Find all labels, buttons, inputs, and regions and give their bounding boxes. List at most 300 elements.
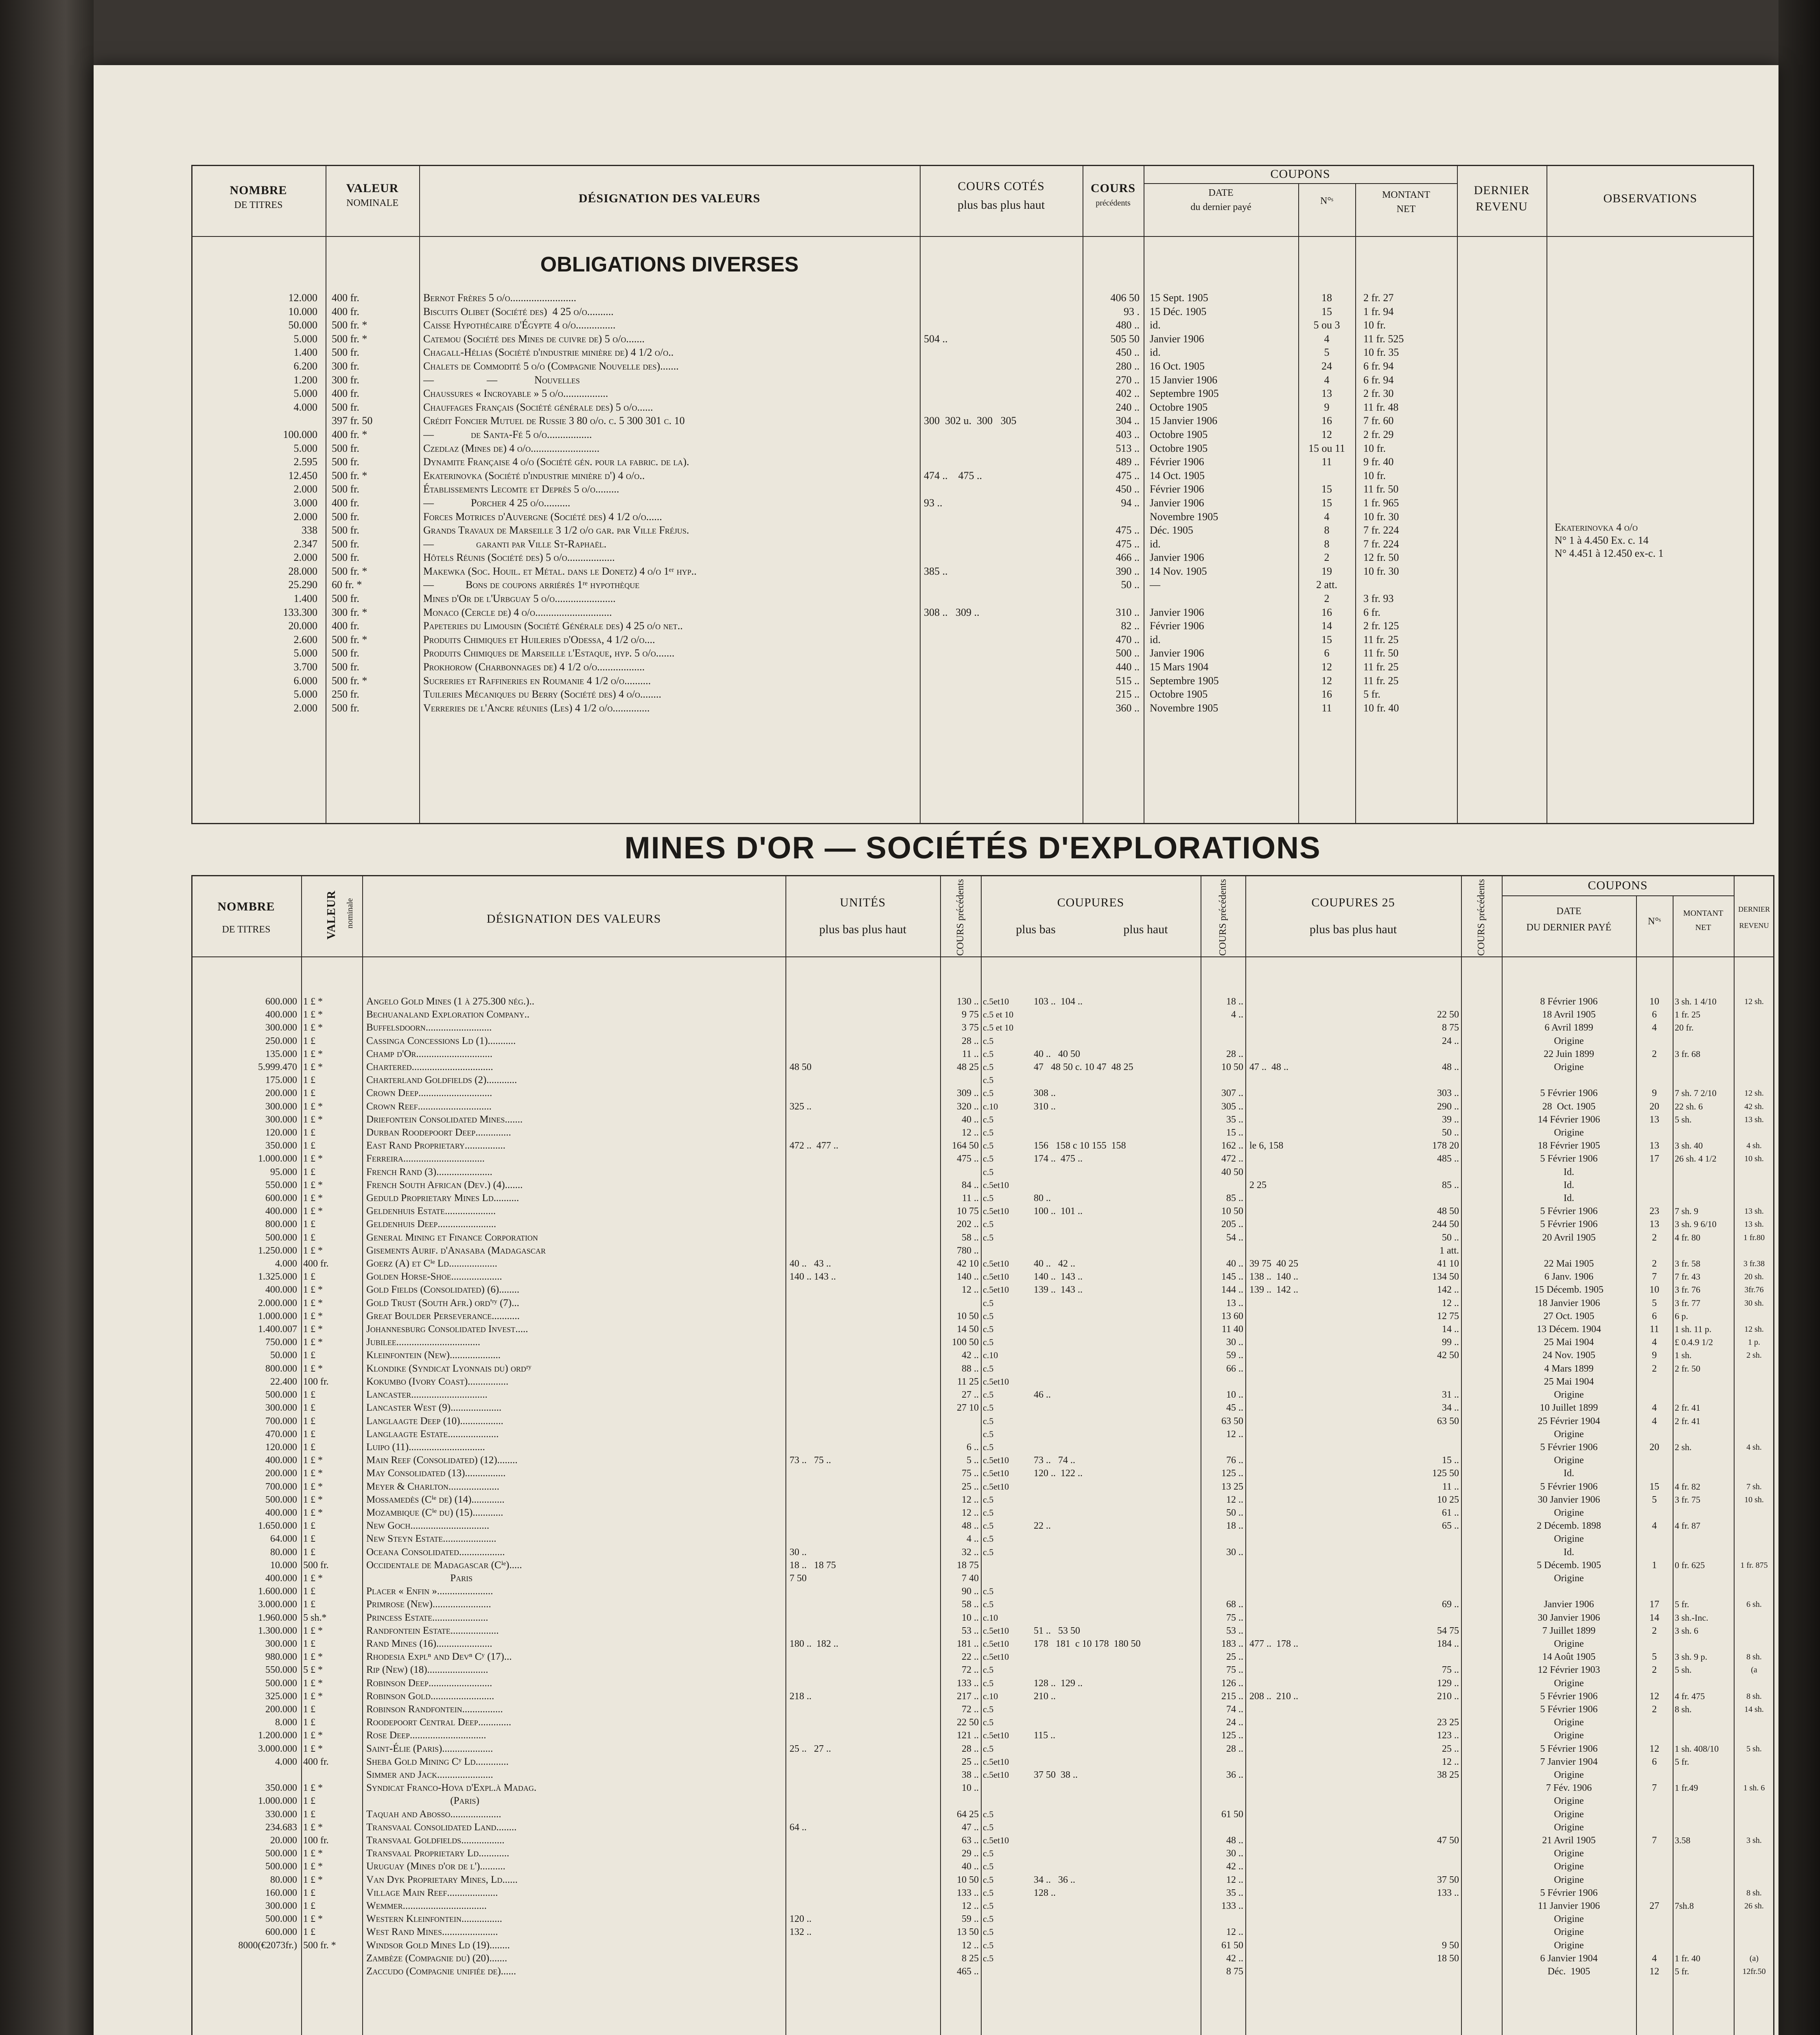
mines-cell-cours25 (1201, 1021, 1243, 1034)
mines-cell-coupures (1034, 1559, 1201, 1572)
mines-cell-date: 25 Mai 1904 (1544, 1376, 1594, 1387)
mines-cell-c25-vals (1249, 1755, 1416, 1768)
mines-cell-coupures: 156 158 c 10 155 158 (1034, 1140, 1126, 1151)
cell-montant: 11 fr. 25 (1363, 633, 1399, 646)
mines-cell-date: Origine (1554, 1874, 1584, 1885)
mines-cell-no: 2 (1652, 1048, 1657, 1059)
mines-cell-valeur: 1 £ * (303, 1179, 323, 1190)
mines-cell-nombre: 400.000 (265, 1009, 297, 1020)
mines-cell-no: 5 (1652, 1298, 1657, 1309)
mines-cell-cp-prec: 14 .. (1442, 1324, 1459, 1335)
mines-cell-coupures (1034, 1362, 1201, 1375)
mines-cell-cours25: 144 .. (1221, 1284, 1243, 1295)
mines-cell-cours-prec: 32 .. (962, 1547, 979, 1558)
mines-cell-c25-vals (1249, 1166, 1416, 1179)
mines-cell-coupures: 120 .. 122 .. (1034, 1468, 1083, 1479)
cell-cours-precedents: 270 .. (1116, 374, 1140, 386)
mines-cell-montant (1675, 1873, 1734, 1886)
mines-cell-rev: 10 sh. (1744, 1495, 1764, 1504)
mines-cell-unites (790, 1755, 940, 1768)
mines-cell-unites (790, 1978, 940, 1991)
mines-cell-no: 2 (1652, 1665, 1657, 1676)
mines-cell-no (1636, 1939, 1673, 1952)
mines-cell-date: 27 Oct. 1905 (1543, 1311, 1595, 1322)
cell-no: 19 (1321, 565, 1332, 577)
cell-valeur: 500 fr. (332, 647, 359, 659)
cell-date: 15 Janvier 1906 (1150, 374, 1218, 386)
mines-cell-designation: Rip (New) (18)........................ (366, 1664, 488, 1676)
mines-cell-c25-vals: 477 .. 178 .. (1249, 1638, 1298, 1649)
mines-cell-coupures: 115 .. (1034, 1730, 1056, 1741)
mines-cell-date: Origine (1554, 1062, 1584, 1073)
mines-cell-cours25 (1201, 1794, 1243, 1807)
mines-cell-cpr-bas: c.5 (983, 1927, 994, 1937)
cell-montant: 1 fr. 94 (1363, 305, 1394, 317)
cell-date: Octobre 1905 (1150, 442, 1208, 454)
mines-cell-cours-prec: 309 .. (957, 1088, 979, 1099)
mines-cell-c25-vals: 139 .. 142 .. (1249, 1284, 1298, 1295)
mines-cell-date: Origine (1554, 1507, 1584, 1518)
mines-cell-rev (1734, 1021, 1774, 1034)
mines-cell-cpr-bas (983, 1781, 1034, 1794)
mines-cell-date: 18 Février 1905 (1538, 1140, 1600, 1151)
mines-cell-cours25: 307 .. (1221, 1088, 1243, 1099)
mines-cell-cpr-bas: c.5et10 (983, 1258, 1009, 1269)
mines-cell-montant (1675, 1939, 1734, 1952)
cell-designation: Ekaterinovka (Société d'industrie minière d') 4 o/o.. (423, 469, 645, 481)
mines-cell-rev: 5 sh. (1746, 1744, 1762, 1753)
cell-nombre: 12.450 (288, 469, 317, 481)
mines-cell-no (1636, 1166, 1673, 1179)
mines-cell-montant: 7 fr. 43 (1675, 1271, 1700, 1282)
mines-cell-montant: 3 fr. 75 (1675, 1494, 1700, 1505)
mines-cell-cours-prec: 12 .. (962, 1901, 979, 1912)
mines-cell-nombre: 3.000.000 (258, 1743, 297, 1754)
cell-cours-precedents: 82 .. (1121, 620, 1140, 632)
cell-cours-cotes (924, 482, 1083, 496)
mines-cell-no (1636, 1886, 1673, 1899)
mines-cell-coupures (1034, 1375, 1201, 1388)
mines-cell-c25-vals: 2 25 (1249, 1179, 1267, 1190)
mines-cell-designation: Cassinga Concessions Ld (1)........... (366, 1035, 516, 1046)
mines-cell-cours-prec: 140 .. (957, 1271, 979, 1282)
mines-cell-unites (790, 1781, 940, 1794)
mines-cell-montant: 7 sh. 9 (1675, 1206, 1699, 1217)
mines-cell-nombre: 20.000 (270, 1835, 297, 1846)
mines-cell-designation: Geduld Proprietary Mines Ld.......... (366, 1193, 519, 1204)
cell-no: 15 (1321, 305, 1332, 317)
cell-date: 15 Déc. 1905 (1150, 305, 1207, 317)
mines-cell-no: 10 (1649, 996, 1659, 1007)
mines-cell-coupures: 174 .. 475 .. (1034, 1153, 1083, 1164)
mines-cell-valeur: 5 sh.* (303, 1612, 327, 1623)
mines-cell-cours-prec: 84 .. (962, 1179, 979, 1190)
mines-cell-montant: 3 fr. 68 (1675, 1048, 1700, 1059)
mines-cell-cp-prec (1418, 1703, 1459, 1716)
mines-cell-c25-vals (1249, 1375, 1416, 1388)
mines-cell-cpr-bas: c.5 (983, 1914, 994, 1924)
mines-cell-cours-prec (940, 1415, 979, 1428)
mines-cell-rev (1734, 1428, 1774, 1441)
mines-cell-no: 14 (1649, 1612, 1659, 1623)
mines-cell-coupures (1034, 1847, 1201, 1860)
mines-cell-designation: Chartered................................ (366, 1061, 493, 1073)
mines-cell-cpr-bas: c.5 (983, 1219, 994, 1230)
mines-cell-coupures (1034, 1546, 1201, 1559)
mines-cell-cours25: 35 .. (1226, 1887, 1243, 1898)
mines-cell-nombre: 1.325.000 (258, 1271, 297, 1282)
mines-cell-no (1636, 1768, 1673, 1781)
mines-cell-c25-vals (1249, 1821, 1416, 1834)
mines-cell-valeur (303, 1768, 362, 1781)
mines-cell-cpr-bas: c.5et10 (983, 1638, 1009, 1649)
cell-cours-cotes (924, 359, 1083, 373)
mines-cell-cours25: 61 50 (1221, 1809, 1243, 1820)
mines-cell-designation: Taquah and Abosso.................... (366, 1808, 501, 1820)
mines-cell-date: Origine (1554, 1573, 1584, 1584)
mines-cell-designation: Village Main Reef.................... (366, 1887, 498, 1898)
mines-cell-cours-prec: 164 50 (952, 1140, 979, 1151)
mines-dor-title: MINES D'OR — SOCIÉTÉS D'EXPLORATIONS (624, 831, 1321, 865)
cell-valeur: 300 fr. * (332, 606, 368, 618)
mines-cell-coupures (1034, 1611, 1201, 1624)
mines-cell-no (1636, 1912, 1673, 1926)
mines-cell-cours-prec: 5 .. (967, 1455, 979, 1466)
mines-cell-rev: 1 p. (1748, 1338, 1760, 1347)
mines-cell-no: 10 (1649, 1284, 1659, 1295)
mines-cell-unites: 7 50 (790, 1573, 807, 1584)
mines-cell-designation: Luipo (11).............................. (366, 1441, 485, 1453)
mines-cell-no (1636, 1126, 1673, 1139)
page-edge (1778, 0, 1820, 2035)
mines-cell-cp-prec: 23 25 (1437, 1717, 1459, 1728)
mines-cell-montant: 5 sh. (1675, 1114, 1692, 1125)
mines-cell-date: Origine (1554, 1534, 1584, 1545)
cell-cours-cotes (924, 701, 1083, 715)
mines-cell-coupures: 22 .. (1034, 1521, 1051, 1532)
mines-cell-date: Origine (1554, 1429, 1584, 1440)
mines-cell-montant (1675, 1716, 1734, 1729)
mines-cell-cours-prec: 75 .. (962, 1468, 979, 1479)
mines-cell-nombre: 135.000 (265, 1048, 297, 1059)
cell-designation: — garanti par Ville St-Raphaël. (423, 538, 607, 550)
cell-date: — (1150, 579, 1160, 591)
cell-cours-cotes (924, 291, 1083, 305)
mines-cell-designation: Driefontein Consolidated Mines....... (366, 1114, 523, 1125)
mines-cell-cp-prec: 50 .. (1442, 1127, 1459, 1138)
mines-montant-column (1675, 995, 1734, 1978)
mines-cell-cours-prec: 121 .. (957, 1730, 979, 1741)
mines-cell-unites (790, 1074, 940, 1087)
mines-cell-rev: 1 fr.80 (1743, 1233, 1765, 1242)
mines-cell-cp-prec: 8 75 (1442, 1022, 1459, 1033)
mines-cell-coupures (1034, 1939, 1201, 1952)
mines-cell-coupures (1034, 1808, 1201, 1821)
cell-date: id. (1150, 319, 1161, 331)
cell-date: Novembre 1905 (1150, 702, 1218, 714)
mines-cell-no (1636, 1192, 1673, 1205)
mines-cell-rev (1734, 1454, 1774, 1467)
mines-cell-date: 5 Février 1906 (1540, 1219, 1598, 1230)
mines-cell-valeur: 1 £ (303, 1586, 315, 1597)
mines-cell-valeur: 100 fr. (303, 1835, 329, 1846)
mines-cell-unites (790, 1899, 940, 1912)
mines-cell-unites (790, 1794, 940, 1807)
mines-cell-coupures (1034, 1506, 1201, 1519)
mines-cell-no (1636, 1572, 1673, 1585)
mines-cell-valeur: 1 £ (303, 1442, 315, 1453)
mines-cell-cours25 (1201, 1559, 1243, 1572)
mines-cell-unites: 132 .. (790, 1927, 812, 1938)
mines-cell-cpr-bas: c.5et10 (983, 1206, 1009, 1217)
cell-designation: Prokhorow (Charbonnages de) 4 1/2 o/o.................. (423, 661, 645, 673)
mines-cell-c25-vals (1249, 1716, 1416, 1729)
mines-cell-valeur: 1 £ * (303, 1022, 323, 1033)
mines-cell-rev: 7 sh. (1746, 1482, 1762, 1491)
mines-cell-c25-vals (1249, 1519, 1416, 1532)
mines-cell-coupures: 37 50 38 .. (1034, 1769, 1078, 1780)
mines-cell-rev (1734, 1415, 1774, 1428)
mines-cell-unites (790, 1886, 940, 1899)
mines-cell-valeur: 1 £ * (303, 1245, 323, 1256)
mines-cell-cp-prec: 15 .. (1442, 1455, 1459, 1466)
mines-cell-date: 25 Février 1904 (1538, 1416, 1600, 1427)
mines-cell-coupures (1034, 1401, 1201, 1414)
mines-cell-c25-vals (1249, 1624, 1416, 1637)
mines-cell-cp-prec (1418, 1912, 1459, 1926)
mines-cell-no (1636, 1677, 1673, 1690)
mines-cell-rev (1734, 1519, 1774, 1532)
mines-cell-rev (1734, 1375, 1774, 1388)
cell-nombre: 6.000 (293, 674, 317, 687)
mines-cell-cours25: 18 .. (1226, 1521, 1243, 1532)
mines-cell-coupures (1034, 1323, 1201, 1336)
mines-cell-rev: 6 sh. (1746, 1600, 1762, 1609)
mines-cell-no: 13 (1649, 1140, 1659, 1151)
mines-cell-designation: Gold Fields (Consolidated) (6)........ (366, 1284, 520, 1295)
mines-cell-unites (790, 1415, 940, 1428)
mines-cell-designation: Mozambique (Cⁱᵉ du) (15)............ (366, 1507, 503, 1518)
cell-cours-precedents: 360 .. (1116, 702, 1140, 714)
mines-cell-coupures: 139 .. 143 .. (1034, 1284, 1083, 1295)
mines-cell-c25-vals (1249, 1598, 1416, 1611)
cell-valeur: 500 fr. * (332, 319, 368, 331)
mines-cell-nombre: 1.400.007 (258, 1324, 297, 1335)
cell-date: Octobre 1905 (1150, 401, 1208, 413)
cell-montant: 5 fr. (1363, 688, 1380, 700)
mines-cell-valeur: 1 £ (303, 1887, 315, 1898)
mines-cell-nombre: 980.000 (265, 1652, 297, 1663)
mines-cell-cours-prec (940, 1428, 979, 1441)
mines-cell-cp-prec (1418, 1821, 1459, 1834)
mines-cell-montant: 26 sh. 4 1/2 (1675, 1153, 1717, 1164)
mines-cell-montant (1675, 1637, 1734, 1650)
obligations-valeur-column (332, 291, 419, 715)
mines-cell-date: Origine (1554, 1730, 1584, 1741)
cell-montant: 2 fr. 125 (1363, 620, 1399, 632)
mines-cell-c25-vals (1249, 1231, 1416, 1244)
header-du-dernier-paye: du dernier payé (1190, 202, 1251, 212)
mines-cell-rev: 4 sh. (1746, 1141, 1762, 1151)
cell-montant: 1 fr. 965 (1363, 497, 1399, 509)
mines-cell-valeur: 1 £ (303, 1521, 315, 1532)
mines-cell-coupures: 128 .. (1034, 1887, 1056, 1898)
mines-nombre-column (195, 995, 297, 1952)
mines-cell-montant (1675, 1061, 1734, 1074)
cell-cours-cotes: 300 302 u. 300 305 (924, 415, 1017, 427)
mines-cell-cpr-bas: c.5 (983, 1363, 994, 1374)
mines-cell-valeur: 1 £ * (303, 1914, 323, 1925)
mines-cell-designation: Langlaagte Estate.................... (366, 1428, 499, 1440)
mines-cell-valeur: 1 £ (303, 1809, 315, 1820)
mines-cell-date (1502, 1585, 1636, 1598)
mines-cell-designation: Primrose (New)....................... (366, 1599, 491, 1610)
mines-cell-cours-prec: 13 50 (957, 1927, 979, 1938)
cell-nombre: 12.000 (288, 292, 317, 304)
mines-cell-cp-prec (1418, 1375, 1459, 1388)
mines-cell-montant: 3 sh.-Inc. (1675, 1612, 1708, 1623)
mines-cell-nombre: 500.000 (265, 1678, 297, 1689)
mines-cell-cours25: 12 .. (1226, 1874, 1243, 1885)
cell-valeur: 500 fr. * (332, 469, 368, 481)
mines-cell-no: 9 (1652, 1088, 1657, 1099)
cell-valeur: 300 fr. (332, 374, 359, 386)
cell-designation: Chaussures « Incroyable » 5 o/o................. (423, 387, 608, 400)
mines-cell-cp-prec: 178 20 (1432, 1140, 1459, 1151)
cell-cours-cotes (924, 674, 1083, 688)
mines-cell-cp-prec: 37 50 (1437, 1874, 1459, 1885)
header-revenu: REVENU (1476, 200, 1528, 213)
mines-cell-no: 13 (1649, 1114, 1659, 1125)
mines-cell-montant (1675, 1179, 1734, 1192)
mines-cell-designation: Robinson Gold......................... (366, 1690, 494, 1702)
mines-cell-valeur: 1 £ * (303, 1468, 323, 1479)
mines-cell-cp-prec: 244 50 (1432, 1219, 1459, 1230)
cell-nombre: 5.000 (293, 442, 317, 454)
header-dernier: DERNIER (1474, 184, 1530, 197)
mines-cell-valeur: 1 £ * (303, 1324, 323, 1335)
mines-cell-nombre: 95.000 (270, 1166, 297, 1177)
mines-cell-coupures (1034, 1755, 1201, 1768)
mines-cell-cours-prec: 8 25 (962, 1953, 979, 1964)
mines-cell-cpr-bas: c.5 (983, 1665, 994, 1675)
mines-cell-cours-prec: 25 .. (962, 1756, 979, 1767)
cell-designation: Chauffages Français (Société générale des) 5 o/o...... (423, 401, 653, 413)
mines-cell-unites (790, 1336, 940, 1349)
cell-montant: 6 fr. (1363, 606, 1380, 618)
mines-cell-nombre: 800.000 (265, 1219, 297, 1230)
cell-nombre: 6.200 (293, 360, 317, 372)
mines-cell-date: 20 Avril 1905 (1542, 1232, 1596, 1243)
mines-cell-designation: Simmer and Jack...................... (366, 1769, 493, 1780)
mines-cell-cours25: 305 .. (1221, 1101, 1243, 1112)
mines-cell-rev (1734, 1008, 1774, 1021)
mines-cell-unites: 64 .. (790, 1822, 807, 1833)
mines-cell-rev (1734, 1179, 1774, 1192)
cell-nombre: 1.200 (293, 374, 317, 386)
mines-cell-unites (790, 1179, 940, 1192)
mines-cell-cpr-bas: c.5 (983, 1166, 994, 1177)
mines-cell-cours25: 133 .. (1221, 1901, 1243, 1912)
mines-cell-montant: 7 sh. 7 2/10 (1675, 1088, 1717, 1098)
mines-cell-cpr-bas: c.5 (983, 1153, 994, 1164)
mines-cell-c25-vals (1249, 1729, 1416, 1742)
mines-cell-nombre: 325.000 (265, 1691, 297, 1702)
mines-cell-coupures (1034, 1860, 1201, 1873)
mines-cell-no (1636, 1074, 1673, 1087)
mines-cell-montant (1675, 1506, 1734, 1519)
cell-designation: Biscuits Olibet (Société des) 4 25 o/o.......... (423, 305, 614, 317)
mines-cell-cours-prec: 27 .. (962, 1389, 979, 1400)
mines-unites-column (790, 995, 940, 2004)
mines-cell-cpr-bas: c.10 (983, 1612, 998, 1623)
mines-cell-cours-prec: 22 50 (957, 1717, 979, 1728)
cell-valeur: 400 fr. * (332, 428, 368, 440)
mines-cell-rev (1734, 1035, 1774, 1048)
mines-cell-cours25 (1201, 1532, 1243, 1545)
cell-cours-cotes: 474 .. 475 .. (924, 469, 982, 481)
mines-cell-no (1636, 1532, 1673, 1545)
mines-cell-coupures (1034, 1834, 1201, 1847)
mines-cell-c25-vals (1249, 1113, 1416, 1126)
mines-cell-unites: 218 .. (790, 1691, 812, 1702)
cell-no: 14 (1321, 620, 1332, 632)
cell-valeur: 500 fr. * (332, 333, 368, 345)
mines-cell-unites (790, 1021, 940, 1034)
mines-cell-cp-prec (1418, 1611, 1459, 1624)
mines-cell-nombre: 200.000 (265, 1704, 297, 1715)
mines-cell-cours25: 11 40 (1221, 1324, 1243, 1335)
mines-cell-c25-vals (1249, 1152, 1416, 1165)
mines-cell-unites (790, 1493, 940, 1506)
mines-cell-cours25: 50 .. (1226, 1507, 1243, 1518)
mines-cell-no: 6 (1652, 1311, 1657, 1322)
mines-cell-cours25: 125 .. (1221, 1468, 1243, 1479)
cell-cours-cotes (924, 455, 1083, 469)
mines-cell-cours-prec: 10 .. (962, 1612, 979, 1623)
cell-cours-cotes (924, 633, 1083, 647)
cell-no: 24 (1321, 360, 1332, 372)
mines-cell-date: Origine (1554, 1861, 1584, 1872)
mines-cell-coupures (1034, 1415, 1201, 1428)
mines-cell-cours25: 68 .. (1226, 1599, 1243, 1610)
mines-cell-cp-prec (1418, 1428, 1459, 1441)
mines-cell-valeur: 1 £ * (303, 1507, 323, 1518)
mines-cell-unites (790, 1401, 940, 1414)
mines-cell-cours25: 74 .. (1226, 1704, 1243, 1715)
mines-cell-c25-vals (1249, 1703, 1416, 1716)
header-no: N°ˢ (1320, 196, 1334, 206)
mines-cell-designation: Gold Trust (South Afr.) ord'ʳʸ (7)... (366, 1297, 519, 1309)
mines-cell-coupures (1034, 1166, 1201, 1179)
mines-cell-no (1636, 1388, 1673, 1401)
mines-cell-unites (790, 1166, 940, 1179)
mines-cell-cours25 (1201, 1572, 1243, 1585)
mines-cell-valeur: 1 £ * (303, 1062, 323, 1073)
mines-cell-rev: 13 sh. (1744, 1220, 1764, 1229)
mines-cell-coupures (1034, 1008, 1201, 1021)
cell-designation: — Bons de coupons arriérés 1ʳᵉ hypothèque (423, 579, 640, 591)
mines-cell-unites (790, 1939, 940, 1952)
mines-cell-date: 7 Janvier 1904 (1540, 1756, 1598, 1767)
mines-cours-prec3-column (1418, 995, 1459, 1978)
mines-cell-c25-vals (1249, 1401, 1416, 1414)
mines-cell-unites: 325 .. (790, 1101, 812, 1112)
mines-cell-coupures: 40 .. 42 .. (1034, 1258, 1075, 1269)
cell-nombre: 50.000 (288, 319, 317, 331)
mines-cell-cpr-bas: c.5et10 (983, 1179, 1009, 1190)
mines-cell-cpr-bas: c.5 (983, 1062, 994, 1072)
